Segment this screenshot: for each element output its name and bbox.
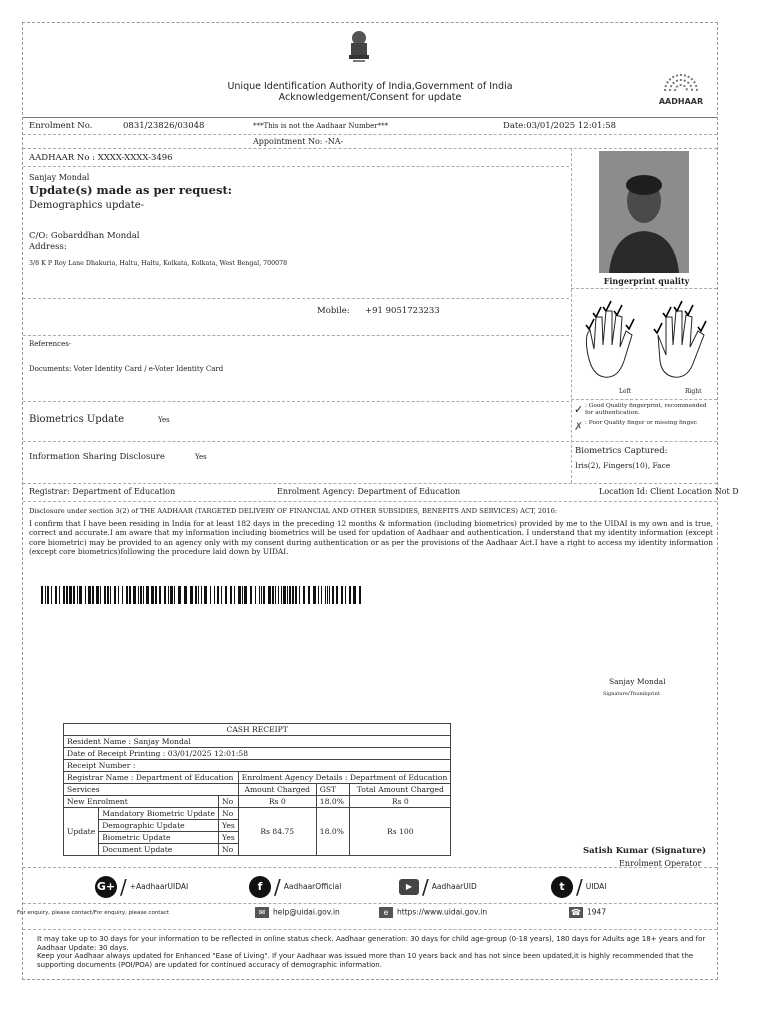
barcode-bar [118,586,119,604]
phone-icon: ☎ [569,907,583,918]
address-value: 3/8 K P Roy Lane Dhakuria, Haltu, Haltu, Kolkata, Kolkata, West Bengal, 700078 [29,260,288,267]
enrolment-agency: Enrolment Agency: Department of Education [277,487,461,496]
new-enrolment-label: New Enrolment [64,796,219,808]
receipt-registrar: Registrar Name : Department of Education [64,772,239,784]
barcode-bar [325,586,326,604]
barcode-bar [41,586,43,604]
barcode-bar [341,586,343,604]
barcode-bar [204,586,207,604]
update-title: Update(s) made as per request: [29,183,233,197]
barcode-bar [313,586,316,604]
address-label: Address: [29,242,67,252]
barcode-bar [85,586,86,604]
update-row-value: No [219,844,239,856]
barcode-bar [230,586,232,604]
new-enrolment-gst: 18.0% [316,796,349,808]
barcode-bar [138,586,139,604]
barcode-bar [345,586,346,604]
signature-caption: Signature/Thumbprint [603,691,660,697]
website-link[interactable]: https://www.uidai.gov.in [397,907,488,917]
update-amount: Rs 84.75 [238,808,316,856]
barcode-bar [250,586,252,604]
barcode-bar [292,586,294,604]
barcode-bar [195,586,197,604]
good-quality-legend: : Good Quality fingerprint, recommended for authentication. [585,403,707,416]
barcode-bar [129,586,131,604]
resident-photo [599,151,689,273]
header-subtitle: Acknowledgement/Consent for update [278,92,462,103]
update-row-value: No [219,808,239,820]
email-link[interactable]: help@uidai.gov.in [273,907,340,917]
left-hand-label: Left [619,388,632,395]
update-type: Demographics update- [29,200,145,211]
barcode-bar [151,586,154,604]
barcode-bar [174,586,175,604]
barcode-bar [255,586,256,604]
disclosure-text: I confirm that I have been residing in India for at least 182 days in the preceding 12 months & information (including biometrics) provided by me to the UIDAI is my own and is true, correct and accurate.I am aware that my information including biometrics will be used for updation of Aadhaar and authentication. I understand that my identity information (except core biometric) may be provided to an agency only with my consent during authentication or as per the provisions of the Aadhaar Act.I have a right to access my identity information (except core biometrics)following the procedure laid down by UIDAI. [29,519,713,556]
biometrics-update-value: Yes [158,416,170,424]
barcode-bar [287,586,288,604]
google-plus-handle[interactable]: +AadhaarUIDAI [129,882,189,891]
barcode-bar [353,586,356,604]
documents-value: Documents: Voter Identity Card / e-Voter Identity Card [29,365,224,373]
barcode-bar [122,586,123,604]
barcode-bar [295,586,297,604]
signature-name: Sanjay Mondal [609,677,666,686]
barcode-bar [110,586,111,604]
barcode-bar [47,586,49,604]
barcode-bar [281,586,282,604]
phone-number[interactable]: 1947 [587,907,607,917]
care-of: C/O: Gobarddhan Mondal [29,231,140,241]
registrar-name: Registrar: Department of Education [29,487,176,496]
mobile-label: Mobile: [317,306,350,316]
barcode-bar [299,586,300,604]
barcode-bar [283,586,286,604]
barcode-bar [217,586,219,604]
enrolment-date: Date:03/01/2025 12:01:58 [503,121,617,131]
barcode-bar [190,586,193,604]
appointment-number: Appointment No: -NA- [253,137,344,146]
enrolment-number: 0831/23826/03048 [123,121,205,131]
facebook-icon[interactable]: f [249,876,271,898]
youtube-handle[interactable]: AadhaarUID [431,882,477,891]
cash-receipt [63,723,451,856]
barcode-bar [214,586,215,604]
barcode-bar [303,586,305,604]
good-quality-check-icon: ✓ [574,403,584,416]
aadhaar-number: AADHAAR No : XXXX-XXXX-3496 [29,153,173,163]
barcode-bar [45,586,46,604]
footer-note-update: Keep your Aadhaar always updated for Enhanced "Ease of Living". If your Aadhaar was issued more than 10 years back and has not since been updated,it is highly recommended that the supporting documents (POI/POA) are updated for continued accuracy of demographic information. [37,952,694,969]
barcode-bar [114,586,116,604]
barcode-bar [272,586,274,604]
barcode-bar [359,586,361,604]
barcode-bar [159,586,161,604]
barcode-bar [178,586,181,604]
barcode-bar [69,586,72,604]
not-aadhaar-note: ***This is not the Aadhaar Number*** [253,122,389,130]
barcode-bar [126,586,128,604]
youtube-icon[interactable]: ▶ [399,879,419,895]
barcode-bar [63,586,65,604]
barcode-bar [336,586,338,604]
barcode-bar [79,586,82,604]
barcode-bar [107,586,109,604]
right-hand-label: Right [685,388,702,395]
barcode-bar [133,586,136,604]
barcode-bar [329,586,330,604]
footer-note-processing: It may take up to 30 days for your information to be reflected in online status check. Aadhaar generation: 30 days for child age-group (0-18 years), 180 days for Adults age 18+ years and for Aadhaar Update: 30 days. [37,935,706,952]
mobile-number: +91 9051723233 [365,306,440,316]
email-icon: ✉ [255,907,269,918]
update-label: Update [64,808,99,856]
globe-icon: e [379,907,393,918]
biometrics-update-label: Biometrics Update [29,414,125,425]
update-row-value: Yes [219,820,239,832]
barcode-bar [66,586,68,604]
barcode-bar [201,586,202,604]
twitter-icon[interactable]: t [551,876,573,898]
poor-quality-legend: : Poor Quality finger or missing finger. [585,420,698,426]
acknowledgement-document: Unique Identification Authority of India,Government of India Acknowledgement/Consent for update AADHAAR Enrolment No. 0831/23826/03048 ***This is not the Aadhaar Number*** Date:03/01/2025 12:01:58 Appointment No: -NA- AADHAAR No : XXXX-XXXX-3496 Sanjay Mondal Update(s) made as per request: Demographics update- C/O: Gobarddhan Mondal Address: 3/8 K P Roy Lane Dhakuria, Haltu, Haltu, Kolkata, Kolkata, West Bengal, 700078 Mobile: +91 9051723233 References- Documents: Voter Identity Card / e-Voter Identity Card Biometrics Update Yes Information Sharing Disclosure Yes Fingerprint quality Left Right ✓ : Good Quality fingerprint, recommended for authentication. ✗ : Poor Quality finger or missing finger. Biometrics Captured: Iris(2), Fingers(10), Face Registrar: Department of Education Enrolment Agency: Department of Education Location Id: Client Location Not D Disclosure under section 3(2) of THE AADHAAR (TARGETED DELIVERY OF FINANCIAL AND OTHER SUBSIDIES, BENEFITS AND SERVICES) ACT, 2016: I confirm that I have been residing in India for at least 182 days in the preceding 12 months & information (including biometrics) provided by me to the UIDAI is my own and is true, correct and accurate.I am aware that my information including biometrics will be used for updation of Aadhaar and authentication. I understand that my identity information (except core biometric) may be provided to an agency only with my consent during authentication or as per the provisions of the Aadhaar Act.I have a right to access my identity information (except core biometrics)following the procedure laid down by UIDAI. Sanjay Mondal Signature/Thumbprint CASH RECEIPT Resident Name : Sanjay Mondal Date of Receipt Printing : 03/01/2025 12:01:58 Receipt Number : Registrar Name : Department of Education Enrolment Agency Details : Department of Education Services Amount Charged GST Total Amount Charged New Enrolment No Rs 0 18.0% Rs 0 Update Mandatory Biometric Update No Rs 84.75 18.0% Rs 100 Demographic Update Yes Biometric Update Yes Document Update No Satish Kumar (Signature) Enrolment Operator G+ / +AadhaarUIDAI f / AadhaarOfficial ▶ / AadhaarUID t / UIDAI For enquiry, please contact/For enquiry, please contact ✉ help@uidai.gov.in e https://www.uidai.gov.in ☎ 1947 It may take up to 30 days for your information to be reflected in online status check. Aadhaar generation: 30 days for child age-group (0-18 years), 180 days for Adults age 18+ years and for Aadhaar Update: 30 days. Keep your Aadhaar always updated for Enhanced "Ease of Living". If your Aadhaar was issued more than 10 years back and has not since been updated,it is highly recommended that the supporting documents (POI/POA) are updated for continued accuracy of demographic information. [22,22,718,980]
barcode-bar [289,586,291,604]
disclosure-heading: Disclosure under section 3(2) of THE AADHAAR (TARGETED DELIVERY OF FINANCIAL AND OTHER SUBSIDIES, BENEFITS AND SERVICES) ACT, 2016: [29,507,558,515]
header-authority: Unique Identification Authority of India,Government of India [227,81,513,92]
biometrics-captured-value: Iris(2), Fingers(10), Face [575,461,671,470]
barcode-bar [327,586,328,604]
receipt-title: CASH RECEIPT [64,724,451,736]
barcode-bar [100,586,101,604]
fingerprint-hands-icon [578,295,713,387]
barcode-bar [263,586,265,604]
update-row-value: Yes [219,832,239,844]
resident-name: Sanjay Mondal [29,173,90,182]
barcode-bar [210,586,211,604]
footer-notes [37,935,709,969]
col-amount: Amount Charged [238,784,316,796]
barcode-bar [92,586,94,604]
barcode-bar [104,586,106,604]
barcode-bar [268,586,271,604]
sharing-disclosure-value: Yes [195,453,207,461]
barcode [41,586,361,604]
barcode-bar [318,586,319,604]
facebook-handle[interactable]: AadhaarOfficial [283,882,342,891]
barcode-bar [168,586,169,604]
barcode-bar [198,586,199,604]
barcode-bar [278,586,279,604]
new-enrolment-value: No [219,796,239,808]
barcode-bar [321,586,322,604]
barcode-bar [143,586,144,604]
barcode-bar [51,586,52,604]
col-total: Total Amount Charged [350,784,451,796]
update-row-label: Document Update [99,844,219,856]
col-services: Services [64,784,239,796]
twitter-handle[interactable]: UIDAI [585,882,607,891]
barcode-bar [259,586,260,604]
barcode-bar [332,586,334,604]
receipt-agency: Enrolment Agency Details : Department of Education [238,772,451,784]
barcode-bar [221,586,222,604]
update-total: Rs 100 [350,808,451,856]
barcode-bar [155,586,157,604]
barcode-bar [275,586,276,604]
barcode-bar [146,586,149,604]
update-gst: 18.0% [316,808,349,856]
receipt-date: Date of Receipt Printing : 03/01/2025 12:01:58 [64,748,451,760]
barcode-bar [184,586,187,604]
references-label: References- [29,340,72,348]
barcode-bar [73,586,75,604]
receipt-resident-name: Resident Name : Sanjay Mondal [64,736,451,748]
col-gst: GST [316,784,349,796]
barcode-bar [238,586,241,604]
barcode-bar [261,586,262,604]
enquiry-text: For enquiry, please contact/For enquiry, please contact [17,910,170,916]
barcode-bar [140,586,142,604]
barcode-bar [349,586,351,604]
google-plus-icon[interactable]: G+ [95,876,117,898]
enrolment-label: Enrolment No. [29,121,93,131]
update-row-label: Mandatory Biometric Update [99,808,219,820]
new-enrolment-amount: Rs 0 [238,796,316,808]
national-emblem-icon [345,29,373,65]
barcode-bar [308,586,310,604]
fingerprint-title: Fingerprint quality [603,276,690,286]
barcode-bar [77,586,78,604]
operator-role: Enrolment Operator [619,859,702,868]
receipt-number: Receipt Number : [64,760,451,772]
sharing-disclosure-label: Information Sharing Disclosure [29,452,165,462]
poor-quality-cross-icon: ✗ [574,420,584,433]
barcode-bar [164,586,166,604]
barcode-bar [59,586,60,604]
aadhaar-logo: AADHAAR [653,69,709,113]
update-row-label: Biometric Update [99,832,219,844]
operator-signature: Satish Kumar (Signature) [583,846,707,856]
barcode-bar [96,586,99,604]
location-id: Location Id: Client Location Not D [599,487,739,496]
barcode-bar [234,586,235,604]
biometrics-captured-label: Biometrics Captured: [575,446,668,456]
barcode-bar [88,586,91,604]
barcode-bar [244,586,247,604]
new-enrolment-total: Rs 0 [350,796,451,808]
barcode-bar [225,586,227,604]
barcode-bar [55,586,57,604]
barcode-bar [242,586,243,604]
barcode-bar [170,586,173,604]
update-row-label: Demographic Update [99,820,219,832]
